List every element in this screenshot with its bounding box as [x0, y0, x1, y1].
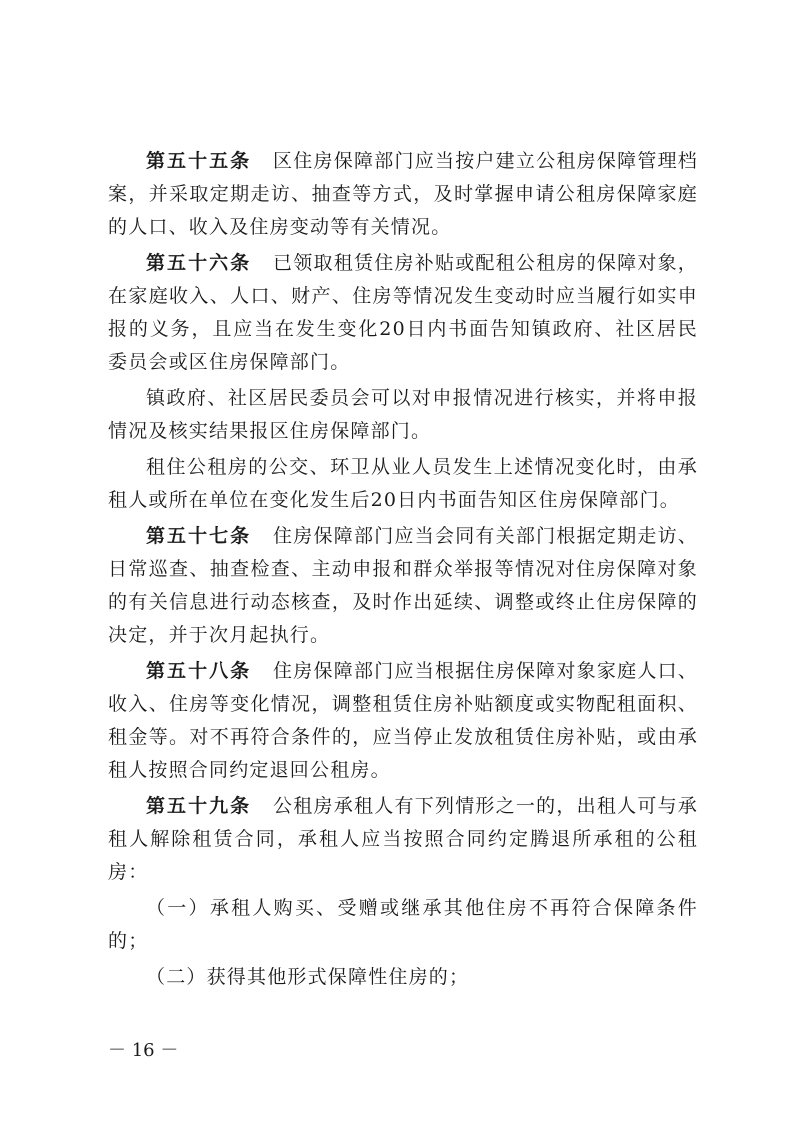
article-heading: 第五十九条	[146, 795, 252, 817]
paragraph	[108, 382, 698, 448]
article-57	[108, 520, 698, 652]
article-text: 公租房承租人有下列情形之一的，出租人可与承租人解除租赁合同，承租人应当按照合同约定腾退所承租的公租房：	[108, 795, 699, 883]
article-text: 住房保障部门应当根据住房保障对象家庭人口、收入、住房等变化情况，调整租赁住房补贴额度或实物配租面积、租金等。对不再符合条件的，应当停止发放租赁住房补贴，或由承租人按照合同约定退回公租房。	[108, 660, 699, 781]
article-58	[108, 655, 698, 787]
body-text	[108, 145, 698, 997]
article-heading: 第五十八条	[146, 660, 252, 682]
list-item	[108, 892, 698, 958]
list-item-text: （一）承租人购买、受赠或继承其他住房不再符合保障条件的；	[108, 897, 698, 952]
article-text: 住房保障部门应当会同有关部门根据定期走访、日常巡查、抽查检查、主动申报和群众举报等情况对住房保障对象的有关信息进行动态核查，及时作出延续、调整或终止住房保障的决定，并于次月起执行。	[108, 525, 699, 646]
article-55	[108, 145, 698, 244]
article-56	[108, 247, 698, 379]
article-heading: 第五十七条	[146, 525, 252, 547]
paragraph-text: 租住公租房的公交、环卫从业人员发生上述情况变化时，由承租人或所在单位在变化发生后20日内书面告知区住房保障部门。	[108, 456, 698, 511]
list-item-text: （二）获得其他形式保障性住房的；	[146, 966, 470, 988]
article-text: 已领取租赁住房补贴或配租公租房的保障对象，在家庭收入、人口、财产、住房等情况发生变动时应当履行如实申报的义务，且应当在发生变化20日内书面告知镇政府、社区居民委员会或区住房保障部门。	[108, 252, 699, 373]
paragraph-text: 镇政府、社区居民委员会可以对申报情况进行核实，并将申报情况及核实结果报区住房保障部门。	[108, 387, 698, 442]
article-heading: 第五十五条	[146, 150, 252, 172]
page-number: － 16 －	[108, 1040, 179, 1061]
paragraph	[108, 451, 698, 517]
article-text: 区住房保障部门应当按户建立公租房保障管理档案，并采取定期走访、抽查等方式，及时掌握申请公租房保障家庭的人口、收入及住房变动等有关情况。	[108, 150, 699, 238]
list-item	[108, 961, 698, 994]
article-heading: 第五十六条	[146, 252, 252, 274]
article-59	[108, 790, 698, 889]
